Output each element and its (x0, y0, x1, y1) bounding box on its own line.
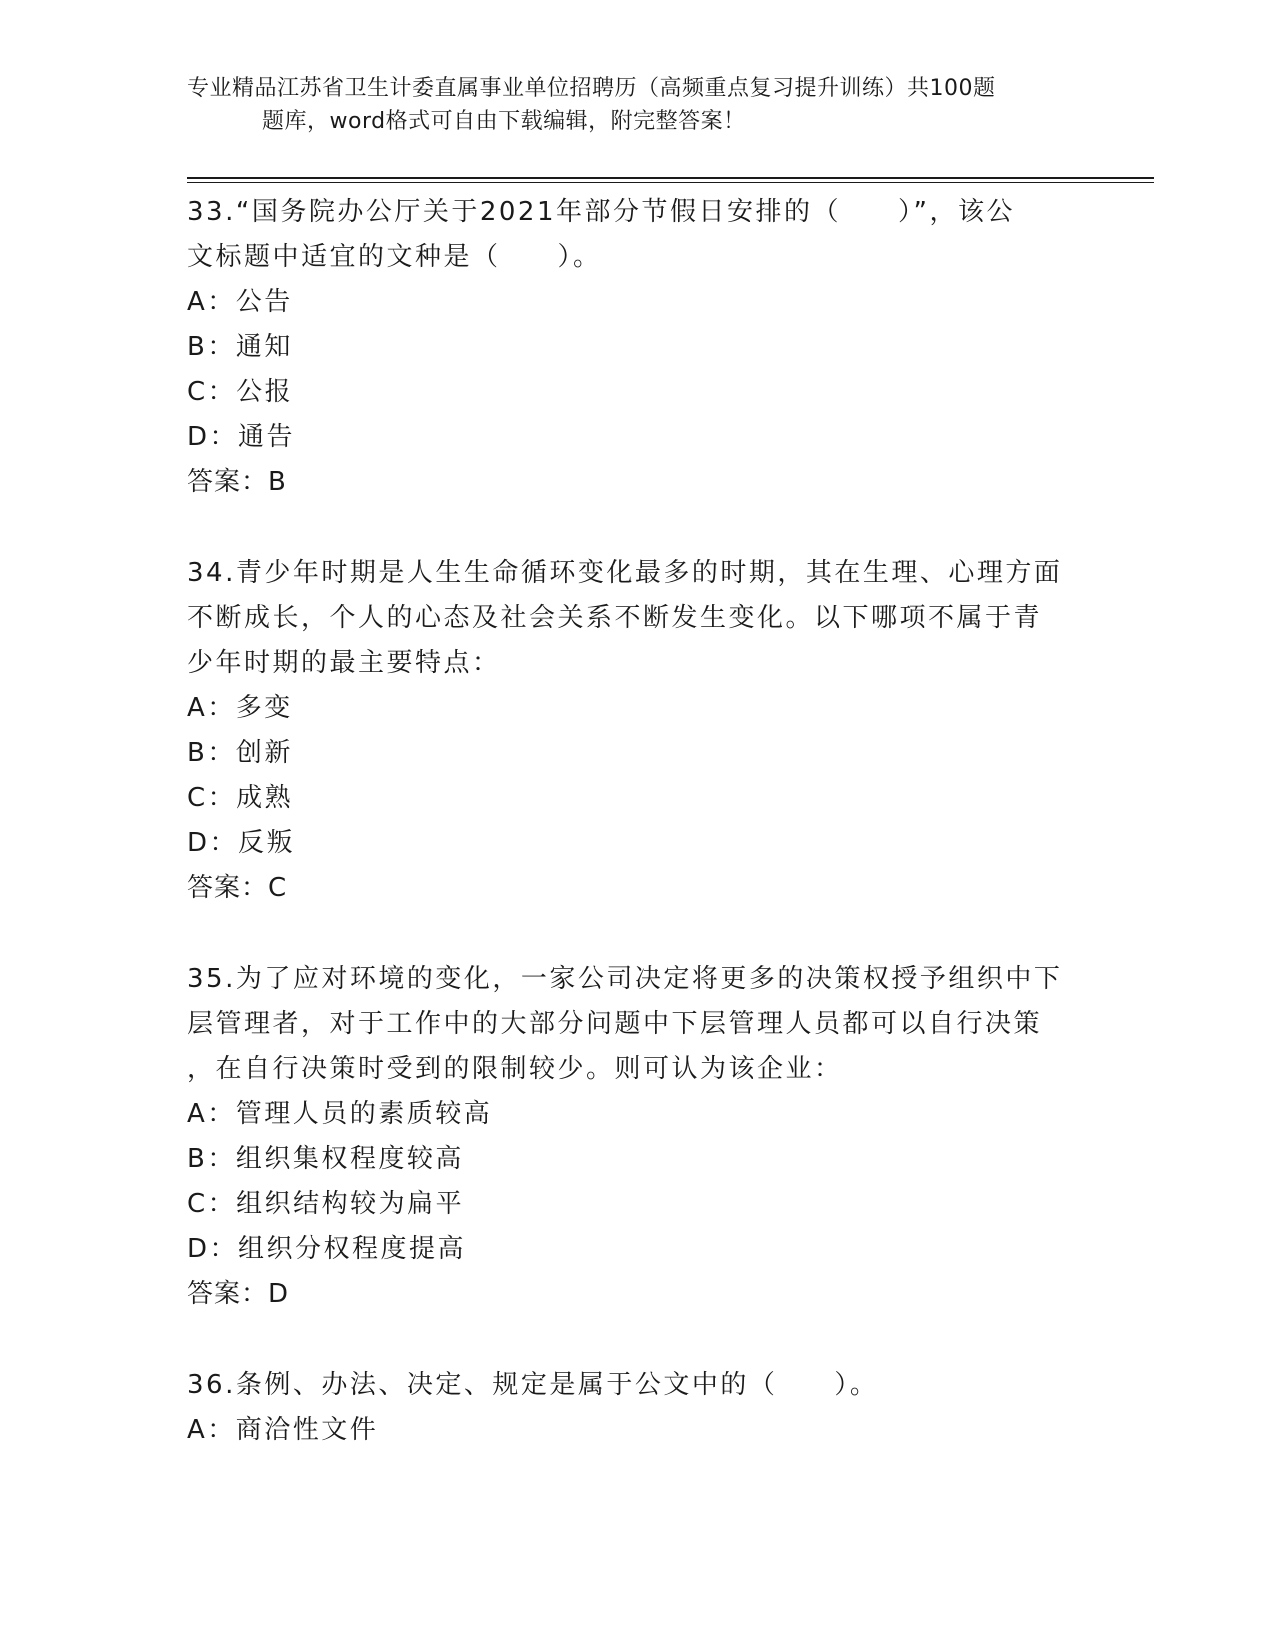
option-a: A：多变 (187, 693, 293, 723)
option-b: B：创新 (187, 738, 293, 768)
option-c: C：成熟 (187, 783, 294, 813)
question-text-line: 36.条例、办法、决定、规定是属于公文中的（ ）。 (187, 1370, 879, 1400)
answer-text: 答案：C (187, 873, 288, 903)
question-33 (187, 190, 1087, 505)
option-a: A：公告 (187, 287, 293, 317)
question-text-line: 不断成长，个人的心态及社会关系不断发生变化。以下哪项不属于青 (187, 603, 1043, 633)
question-list (187, 190, 1087, 1499)
option-d: D：反叛 (187, 828, 296, 858)
question-34 (187, 551, 1087, 911)
header-line-2: 题库，word格式可自由下载编辑，附完整答案！ (262, 109, 746, 134)
option-b: B：组织集权程度较高 (187, 1144, 464, 1174)
question-35 (187, 957, 1087, 1317)
header-divider-thin (187, 182, 1154, 183)
question-text-line: 层管理者，对于工作中的大部分问题中下层管理人员都可以自行决策 (187, 1009, 1043, 1039)
answer-text: 答案：D (187, 1279, 290, 1309)
option-c: C：公报 (187, 377, 294, 407)
question-text-line: ，在自行决策时受到的限制较少。则可认为该企业： (187, 1054, 843, 1084)
option-a: A：管理人员的素质较高 (187, 1099, 493, 1129)
question-text-line: 34.青少年时期是人生生命循环变化最多的时期，其在生理、心理方面 (187, 558, 1063, 588)
document-header (187, 72, 1087, 138)
header-divider (187, 177, 1154, 179)
question-36 (187, 1363, 1087, 1453)
answer-text: 答案：B (187, 467, 287, 497)
option-c: C：组织结构较为扁平 (187, 1189, 465, 1219)
option-b: B：通知 (187, 332, 293, 362)
question-text-line: 33.“国务院办公厅关于2021年部分节假日安排的（ ）”，该公 (187, 197, 1015, 227)
header-line-1: 专业精品江苏省卫生计委直属事业单位招聘历（高频重点复习提升训练）共100题 (187, 76, 996, 101)
question-text-line: 35.为了应对环境的变化，一家公司决定将更多的决策权授予组织中下 (187, 964, 1063, 994)
option-d: D：组织分权程度提高 (187, 1234, 467, 1264)
question-text-line: 少年时期的最主要特点： (187, 648, 501, 678)
option-a: A：商洽性文件 (187, 1415, 379, 1445)
question-text-line: 文标题中适宜的文种是（ ）。 (187, 242, 602, 272)
option-d: D：通告 (187, 422, 296, 452)
